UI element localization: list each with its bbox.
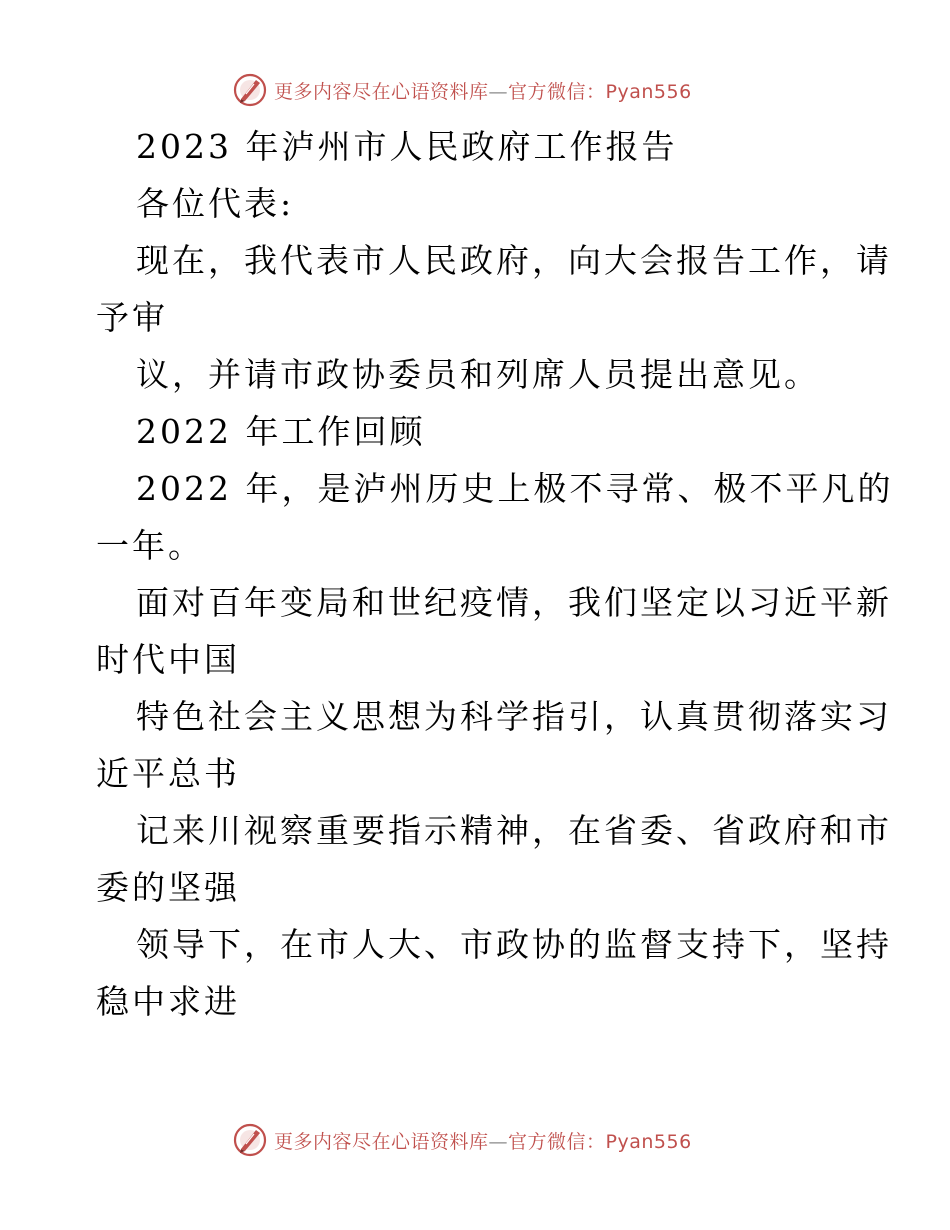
document-title: 2023 年泸州市人民政府工作报告 [136,127,678,166]
quill-pen-logo-icon [232,72,268,108]
footer-wechat-id: Pyan556 [605,1130,692,1153]
paragraph-line: 时代中国 [96,640,240,679]
paragraph-line: 特色社会主义思想为科学指引，认真贯彻落实习 [136,697,892,736]
section-heading: 2022 年工作回顾 [136,412,426,451]
paragraph-line: 一年。 [96,526,204,565]
paragraph-line: 面对百年变局和世纪疫情，我们坚定以习近平新 [136,583,892,622]
document-body [96,118,894,1030]
paragraph-line: 委的坚强 [96,868,240,907]
footer-wechat-label: 官方微信： [508,1130,606,1153]
paragraph-line: 稳中求进 [96,982,240,1021]
paragraph-line: 近平总书 [96,754,240,793]
paragraph-line: 议，并请市政协委员和列席人员提出意见。 [136,355,820,394]
footer-watermark-banner [232,1120,692,1160]
header-wechat-id: Pyan556 [605,80,692,103]
footer-watermark-slogan: 更多内容尽在心语资料库 [274,1130,489,1153]
paragraph-line: 领导下，在市人大、市政协的监督支持下，坚持 [136,925,892,964]
header-watermark-separator: — [488,80,509,103]
header-watermark-slogan: 更多内容尽在心语资料库 [274,80,489,103]
salutation: 各位代表: [136,184,295,223]
paragraph-line: 现在，我代表市人民政府，向大会报告工作，请 [136,241,892,280]
footer-watermark-separator: — [488,1130,509,1153]
paragraph-line: 予审 [96,298,168,337]
paragraph-line: 2022 年，是泸州历史上极不寻常、极不平凡的 [136,469,894,508]
quill-pen-logo-icon [232,1122,268,1158]
header-watermark-banner [232,70,692,110]
paragraph-line: 记来川视察重要指示精神，在省委、省政府和市 [136,811,892,850]
header-watermark-text [274,77,692,104]
header-wechat-label: 官方微信： [508,80,606,103]
footer-watermark-text [274,1127,692,1154]
